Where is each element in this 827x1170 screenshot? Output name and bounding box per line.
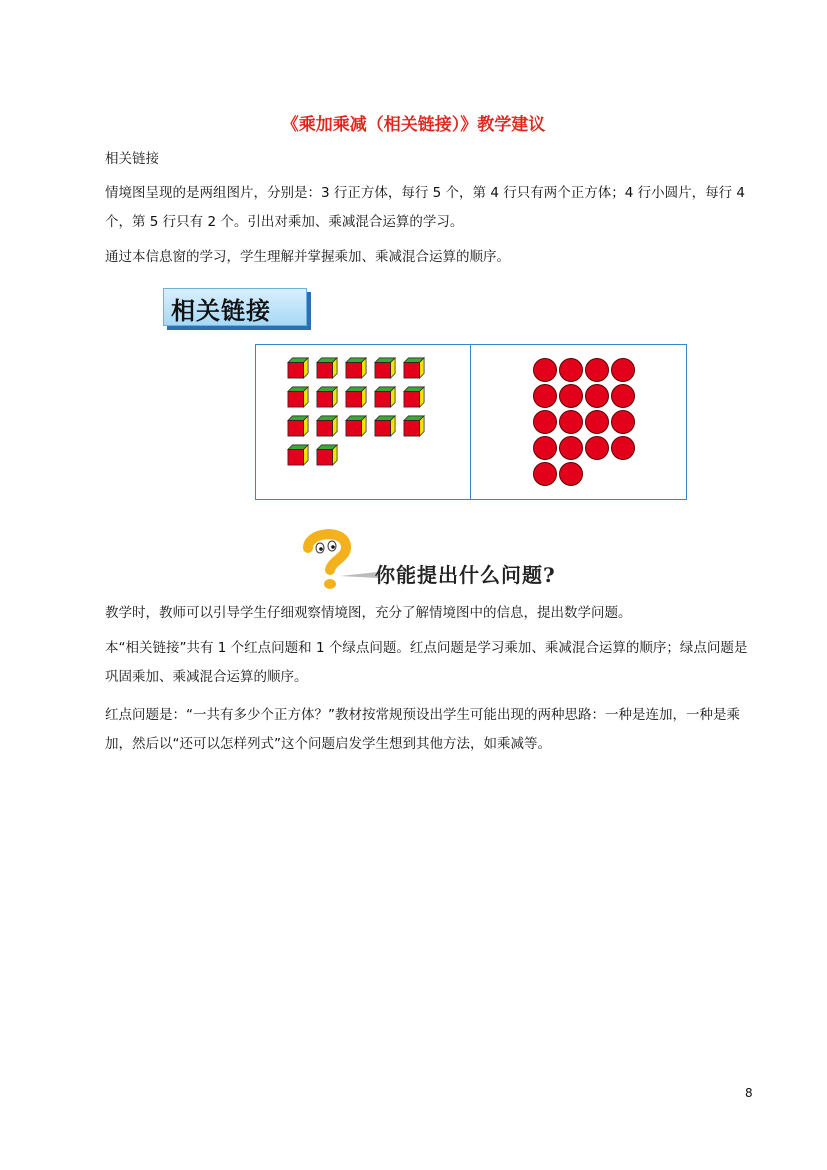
- circle-chip: [533, 384, 557, 408]
- circle-chip: [585, 436, 609, 460]
- cube: [287, 444, 309, 466]
- circle-chip: [585, 384, 609, 408]
- cube: [374, 415, 396, 437]
- banner-text: 相关链接: [171, 297, 271, 325]
- cube: [403, 386, 425, 408]
- cube: [345, 415, 367, 437]
- circle-chip: [611, 358, 635, 382]
- cube: [287, 415, 309, 437]
- circle-chip: [533, 462, 557, 486]
- cube: [316, 444, 338, 466]
- figure-divider: [470, 345, 471, 499]
- circle-chip: [533, 436, 557, 460]
- circle-chip: [559, 462, 583, 486]
- circle-chip: [611, 436, 635, 460]
- cube: [316, 386, 338, 408]
- cube: [374, 386, 396, 408]
- cube: [316, 415, 338, 437]
- question-mark-icon: [300, 526, 380, 592]
- circle-chip: [585, 410, 609, 434]
- circle-chip: [559, 436, 583, 460]
- circle-chip: [585, 358, 609, 382]
- body-paragraph-1: 教学时，教师可以引导学生仔细观察情境图，充分了解情境图中的信息，提出数学问题。: [105, 605, 632, 621]
- cube: [374, 357, 396, 379]
- circle-chip: [559, 358, 583, 382]
- circle-chip: [533, 410, 557, 434]
- intro-paragraph-1: 情境图呈现的是两组图片，分别是：3 行正方体，每行 5 个，第 4 行只有两个正方体；4 行小圆片，每行 4 个，第 5 行只有 2 个。引出对乘加、乘减混合运算的学习。: [105, 185, 745, 230]
- circle-chip: [611, 410, 635, 434]
- page-number: 8: [745, 1086, 753, 1100]
- circle-chip: [559, 410, 583, 434]
- circle-chip: [533, 358, 557, 382]
- circle-chip: [611, 384, 635, 408]
- situation-figure: [255, 344, 687, 500]
- intro-paragraph-2: 通过本信息窗的学习，学生理解并掌握乘加、乘减混合运算的顺序。: [105, 249, 510, 265]
- question-banner: [300, 526, 600, 592]
- cube: [345, 386, 367, 408]
- cube: [345, 357, 367, 379]
- cube: [403, 357, 425, 379]
- section-heading: 相关链接: [105, 151, 159, 167]
- body-paragraph-2: 本“相关链接”共有 1 个红点问题和 1 个绿点问题。红点问题是学习乘加、乘减混合运算的顺序；绿点问题是巩固乘加、乘减混合运算的顺序。: [105, 640, 748, 685]
- cube: [287, 357, 309, 379]
- cube: [316, 357, 338, 379]
- document-title: 《乘加乘减（相关链接）》教学建议: [281, 115, 546, 135]
- body-paragraph-3: 红点问题是：“一共有多少个正方体？”教材按常规预设出学生可能出现的两种思路：一种是连加，一种是乘加，然后以“还可以怎样列式”这个问题启发学生想到其他方法，如乘减等。: [105, 707, 740, 752]
- cube: [403, 415, 425, 437]
- related-links-banner: [163, 288, 313, 330]
- circle-chip: [559, 384, 583, 408]
- question-banner-text: 你能提出什么问题?: [375, 563, 556, 587]
- cube: [287, 386, 309, 408]
